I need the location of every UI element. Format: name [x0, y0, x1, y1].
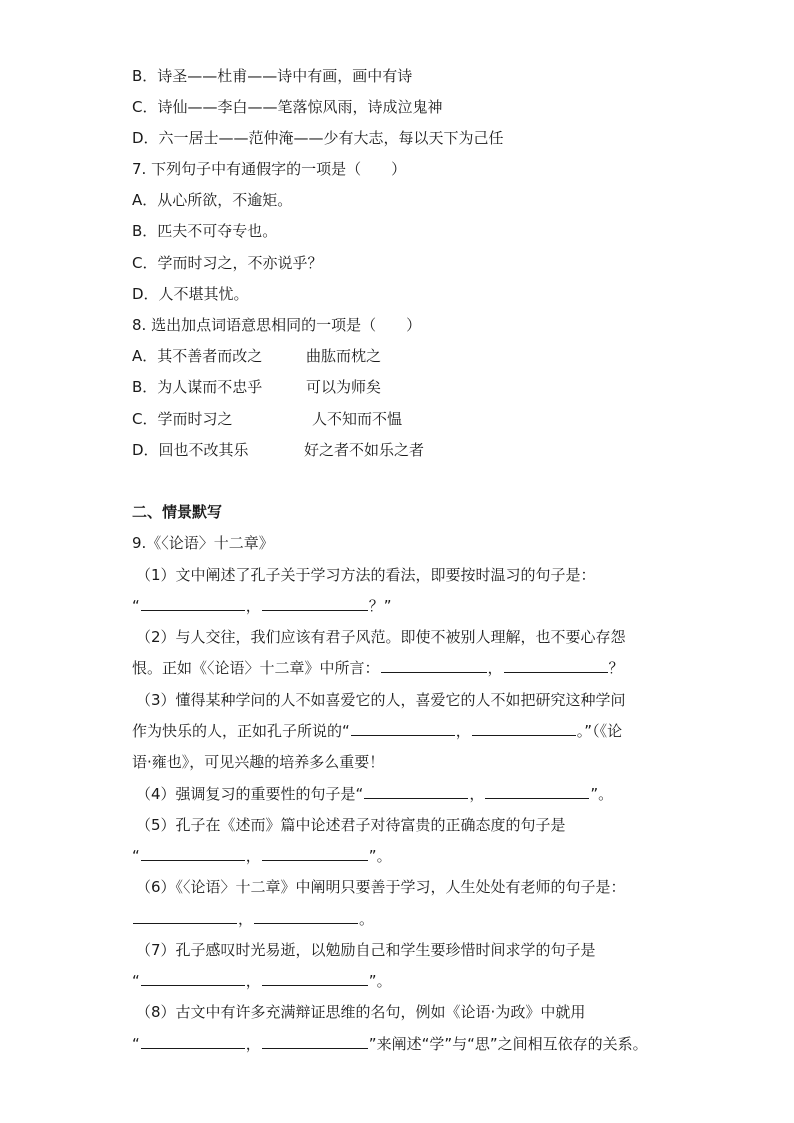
q9-8-prompt: （8）古文中有许多充满辩证思维的名句，例如《论语·为政》中就用 — [136, 1003, 586, 1021]
answer-blank[interactable] — [141, 596, 245, 611]
answer-blank[interactable] — [504, 658, 608, 673]
q9-2-answer: 恨。正如《〈论语〉十二章》中所言： ， ？ — [132, 659, 624, 677]
q9-1-answer: “ ， ？” — [132, 597, 392, 615]
q9-4-answer: （4）强调复习的重要性的句子是“ ， ”。 — [136, 785, 614, 803]
answer-blank[interactable] — [262, 1034, 368, 1049]
answer-blank[interactable] — [141, 846, 245, 861]
q8-a-left: A．其不善者而改之 — [132, 347, 263, 365]
q6-option-c: C．诗仙——李白——笔落惊风雨，诗成泣鬼神 — [132, 98, 443, 116]
q7-option-d: D．人不堪其忧。 — [132, 285, 249, 303]
q8-option-b — [132, 377, 382, 397]
answer-blank[interactable] — [141, 1034, 245, 1049]
answer-blank[interactable] — [381, 658, 487, 673]
answer-blank[interactable] — [262, 971, 368, 986]
q8-a-right: 曲肱而枕之 — [306, 347, 382, 365]
q9-6-answer: ， 。 — [132, 909, 374, 929]
answer-blank[interactable] — [141, 971, 245, 986]
answer-blank[interactable] — [133, 909, 237, 924]
q8-option-d — [132, 440, 425, 460]
answer-blank[interactable] — [485, 784, 589, 799]
answer-blank[interactable] — [472, 721, 576, 736]
q9-1-prompt: （1）文中阐述了孔子关于学习方法的看法，即要按时温习的句子是： — [136, 566, 596, 584]
q9-8-answer: “ ， ”来阐述“学”与“思”之间相互依存的关系。 — [132, 1035, 648, 1053]
section-heading: 二、情景默写 — [132, 503, 223, 521]
q9-6-prompt: （6）《〈论语〉十二章》中阐明只要善于学习，人生处处有老师的句子是： — [136, 878, 626, 896]
q8-c-left: C．学而时习之 — [132, 410, 233, 428]
answer-blank[interactable] — [364, 784, 468, 799]
q8-b-left: B．为人谋而不忠乎 — [132, 378, 263, 396]
q7-option-b: B．匹夫不可夺专也。 — [132, 222, 278, 240]
q8-d-right: 好之者不如乐之者 — [304, 441, 425, 459]
answer-blank[interactable] — [351, 721, 455, 736]
q9-3-prompt: （3）懂得某种学问的人不如喜爱它的人，喜爱它的人不如把研究这种学问 — [136, 691, 626, 709]
answer-blank[interactable] — [262, 596, 368, 611]
q6-option-d: D．六一居士——范仲淹——少有大志，每以天下为己任 — [132, 129, 504, 147]
q9-7-prompt: （7）孔子感叹时光易逝，以勉励自己和学生要珍惜时间求学的句子是 — [136, 941, 596, 959]
q9-2-prompt: （2）与人交往，我们应该有君子风范。即使不被别人理解，也不要心存怨 — [136, 628, 626, 646]
q9-7-answer: “ ， ”。 — [132, 972, 392, 990]
q7-option-a: A．从心所欲，不逾矩。 — [132, 191, 293, 209]
q9-5-prompt: （5）孔子在《述而》篇中论述君子对待富贵的正确态度的句子是 — [136, 816, 566, 834]
q8-c-right: 人不知而不愠 — [312, 410, 403, 428]
q9-3-continuation: 语·雍也》，可见兴趣的培养多么重要！ — [132, 753, 385, 771]
q8-option-c — [132, 409, 403, 429]
answer-blank[interactable] — [254, 909, 358, 924]
q9-stem: 9.《〈论语〉十二章》 — [132, 534, 274, 552]
q8-option-a — [132, 346, 382, 366]
q9-5-answer: “ ， ”。 — [132, 847, 392, 865]
q8-d-left: D．回也不改其乐 — [132, 441, 249, 459]
q8-b-right: 可以为师矣 — [306, 378, 382, 396]
q7-option-c: C．学而时习之，不亦说乎？ — [132, 254, 323, 272]
answer-blank[interactable] — [262, 846, 368, 861]
q8-stem: 8. 选出加点词语意思相同的一项是（ ） — [132, 316, 422, 334]
q9-3-answer: 作为快乐的人，正如孔子所说的“ ， 。”（《论 — [132, 722, 623, 740]
q7-stem: 7. 下列句子中有通假字的一项是（ ） — [132, 160, 407, 178]
q6-option-b: B．诗圣——杜甫——诗中有画，画中有诗 — [132, 67, 413, 85]
